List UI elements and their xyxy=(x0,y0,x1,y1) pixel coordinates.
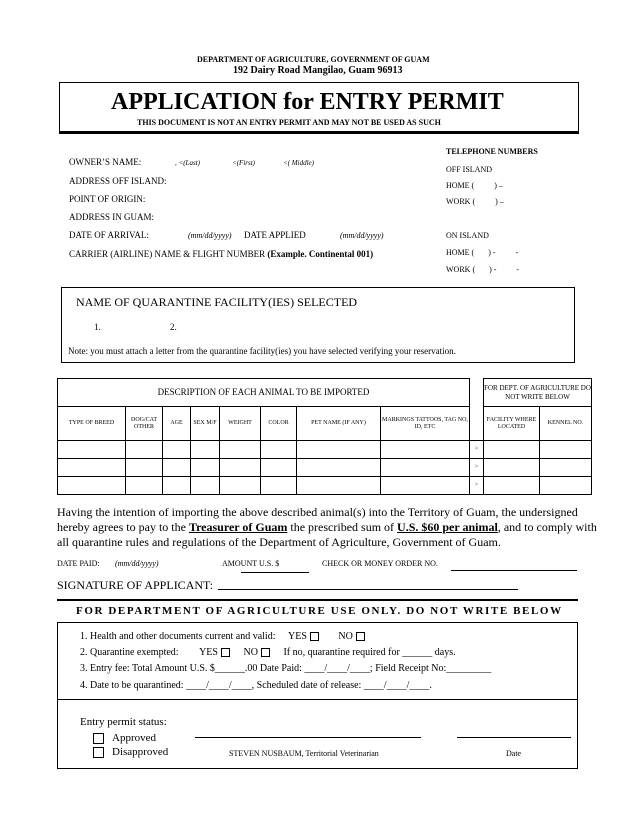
off-island-label: OFF ISLAND xyxy=(446,165,493,174)
home-phone-on-island: HOME ( ) - - xyxy=(446,248,519,257)
date-label: Date xyxy=(506,749,522,758)
cell-species[interactable] xyxy=(126,459,163,477)
address-off-island-label: ADDRESS OFF ISLAND: xyxy=(69,176,167,186)
col-age: AGE xyxy=(163,407,191,441)
table-row xyxy=(58,477,592,495)
cell-age[interactable] xyxy=(163,441,191,459)
cell-age[interactable] xyxy=(163,459,191,477)
cell-markings[interactable] xyxy=(381,459,470,477)
cell-weight[interactable] xyxy=(220,441,261,459)
disapproved-checkbox[interactable] xyxy=(93,747,104,758)
cell-pet-name[interactable] xyxy=(297,441,381,459)
telephone-heading: TELEPHONE NUMBERS xyxy=(446,147,538,156)
col-pet-name: PET NAME (IF ANY) xyxy=(297,407,381,441)
cell-kennel xyxy=(540,477,592,495)
owner-first-hint: <(First) xyxy=(232,159,255,167)
facility-item-2: 2. xyxy=(170,322,177,332)
col-type-of-breed: TYPE OF BREED xyxy=(58,407,126,441)
point-of-origin-label: POINT OF ORIGIN: xyxy=(69,194,146,204)
col-sex: SEX M/F xyxy=(191,407,220,441)
home-phone-off-island: HOME ( ) – xyxy=(446,181,503,190)
signature-label: SIGNATURE OF APPLICANT: xyxy=(57,578,214,592)
health-no-checkbox[interactable] xyxy=(356,632,365,641)
cell-facility xyxy=(484,459,540,477)
on-island-label: ON ISLAND xyxy=(446,231,489,240)
fee-amount: U.S. $60 per animal xyxy=(397,520,498,534)
date-paid-label: DATE PAID: xyxy=(57,559,100,568)
cell-weight[interactable] xyxy=(220,459,261,477)
dept-use-only-heading: FOR DEPARTMENT OF AGRICULTURE USE ONLY. DO NOT WRITE BELOW xyxy=(76,605,563,617)
amount-line[interactable] xyxy=(241,572,309,573)
cell-pet-name[interactable] xyxy=(297,477,381,495)
cell-species[interactable] xyxy=(126,477,163,495)
owner-last-hint: , <(Last) xyxy=(175,159,200,167)
carrier-label-text: CARRIER (AIRLINE) NAME & FLIGHT NUMBER xyxy=(69,249,266,259)
work-phone-on-island: WORK ( ) - - xyxy=(446,265,520,274)
table-row xyxy=(58,459,592,477)
item-1-yes: YES xyxy=(288,631,307,642)
carrier-flight-label xyxy=(69,249,373,259)
item-1-no: NO xyxy=(338,631,353,642)
agreement-line-3: all quarantine rules and regulations of the Department of Agriculture, Government of Guam. xyxy=(57,535,501,549)
cell-breed[interactable] xyxy=(58,459,126,477)
disapproved-option xyxy=(93,746,168,758)
col-kennel: KENNEL NO. xyxy=(540,407,592,441)
cell-age[interactable] xyxy=(163,477,191,495)
date-applied-label: DATE APPLIED xyxy=(244,230,306,240)
col-facility: FACILITY WHERE LOCATED xyxy=(484,407,540,441)
amount-label: AMOUNT U.S. $ xyxy=(222,559,280,568)
animal-section-title: DESCRIPTION OF EACH ANIMAL TO BE IMPORTED xyxy=(58,379,470,407)
owner-name-label: OWNER’S NAME: xyxy=(69,157,142,167)
spacer-cell xyxy=(470,407,484,441)
owner-middle-hint: <( Middle) xyxy=(283,159,314,167)
agreement-text-2b: the prescribed sum of xyxy=(287,520,398,534)
approved-label: Approved xyxy=(112,732,156,744)
dept-use-heading: FOR DEPT. OF AGRICULTURE DO NOT WRITE BELOW xyxy=(484,379,592,407)
cell-kennel xyxy=(540,459,592,477)
item-health-documents xyxy=(80,631,368,642)
item-1-label: 1. Health and other documents current and valid: xyxy=(80,631,276,642)
table-row xyxy=(58,441,592,459)
col-dog-cat-other: DOG/CAT OTHER xyxy=(126,407,163,441)
approved-checkbox[interactable] xyxy=(93,733,104,744)
cell-breed[interactable] xyxy=(58,441,126,459)
item-2-no: NO xyxy=(243,647,258,658)
date-signature-line[interactable] xyxy=(457,737,571,738)
quarantine-heading: NAME OF QUARANTINE FACILITY(IES) SELECTED xyxy=(76,295,358,309)
date-paid-format: (mm/dd/yyyy) xyxy=(115,559,159,568)
agreement-line-2 xyxy=(57,520,597,535)
work-phone-off-island: WORK ( ) – xyxy=(446,197,504,206)
col-color: COLOR xyxy=(261,407,297,441)
health-yes-checkbox[interactable] xyxy=(310,632,319,641)
col-markings: MARKINGS TATTOOS, TAG NO, ID, ETC xyxy=(381,407,470,441)
cell-sex[interactable] xyxy=(191,477,220,495)
check-number-label: CHECK OR MONEY ORDER NO. xyxy=(322,559,438,568)
applied-date-format: (mm/dd/yyyy) xyxy=(340,231,384,240)
department-name: DEPARTMENT OF AGRICULTURE, GOVERNMENT OF GUAM xyxy=(197,55,430,64)
item-2-label: 2. Quarantine exempted: xyxy=(80,647,179,658)
cell-sex[interactable] xyxy=(191,459,220,477)
agreement-line-1: Having the intention of importing the above described animal(s) into the Territory of Guam, the undersigned xyxy=(57,505,578,519)
item-quarantine-dates: 4. Date to be quarantined: ____/____/____, Scheduled date of release: ____/____/____. xyxy=(80,680,432,691)
exempt-yes-checkbox[interactable] xyxy=(221,648,230,657)
dept-use-divider xyxy=(57,599,578,601)
col-weight: WEIGHT xyxy=(220,407,261,441)
agreement-text-2a: hereby agrees to pay to the xyxy=(57,520,189,534)
cell-pet-name[interactable] xyxy=(297,459,381,477)
department-address: 192 Dairy Road Mangilao, Guam 96913 xyxy=(233,65,403,76)
facility-item-1: 1. xyxy=(94,322,101,332)
check-number-line[interactable] xyxy=(451,570,577,571)
cell-kennel xyxy=(540,441,592,459)
address-in-guam-label: ADDRESS IN GUAM: xyxy=(69,212,155,222)
agreement-text-2c: , and to comply with xyxy=(497,520,597,534)
spacer-cell xyxy=(470,379,484,407)
treasurer-of-guam: Treasurer of Guam xyxy=(188,520,288,534)
cell-weight[interactable] xyxy=(220,477,261,495)
item-2-yes: YES xyxy=(199,647,218,658)
cell-species[interactable] xyxy=(126,441,163,459)
cell-markings[interactable] xyxy=(381,477,470,495)
animals-table xyxy=(57,378,592,495)
item-quarantine-exempted xyxy=(80,647,456,658)
item-entry-fee: 3. Entry fee: Total Amount U.S. $______.00 Date Paid: ____/____/____; Field Receipt No:_________ xyxy=(80,663,492,674)
row-marker: > xyxy=(470,441,484,459)
cell-sex[interactable] xyxy=(191,441,220,459)
approved-option xyxy=(93,732,156,744)
cell-facility xyxy=(484,441,540,459)
disapproved-label: Disapproved xyxy=(112,746,169,758)
entry-permit-status-label: Entry permit status: xyxy=(80,716,167,728)
item-2-tail: If no, quarantine required for ______ days. xyxy=(283,647,456,658)
signature-line[interactable] xyxy=(218,589,518,590)
cell-color[interactable] xyxy=(261,477,297,495)
exempt-no-checkbox[interactable] xyxy=(261,648,270,657)
row-marker: > xyxy=(470,459,484,477)
cell-color[interactable] xyxy=(261,441,297,459)
cell-facility xyxy=(484,477,540,495)
form-disclaimer: THIS DOCUMENT IS NOT AN ENTRY PERMIT AND MAY NOT BE USED AS SUCH xyxy=(137,118,441,127)
form-title: APPLICATION for ENTRY PERMIT xyxy=(111,89,504,115)
arrival-date-format: (mm/dd/yyyy) xyxy=(188,231,232,240)
veterinarian-signature-line[interactable] xyxy=(195,737,421,738)
cell-breed[interactable] xyxy=(58,477,126,495)
date-of-arrival-label: DATE OF ARRIVAL: xyxy=(69,230,149,240)
quarantine-note: Note: you must attach a letter from the quarantine facility(ies) you have selected verifying your reservation. xyxy=(68,346,456,356)
cell-color[interactable] xyxy=(261,459,297,477)
carrier-example: (Example. Continental 001) xyxy=(267,249,374,259)
dept-use-inner-divider xyxy=(57,699,578,700)
cell-markings[interactable] xyxy=(381,441,470,459)
veterinarian-name: STEVEN NUSBAUM, Territorial Veterinarian xyxy=(229,749,379,758)
row-marker: > xyxy=(470,477,484,495)
